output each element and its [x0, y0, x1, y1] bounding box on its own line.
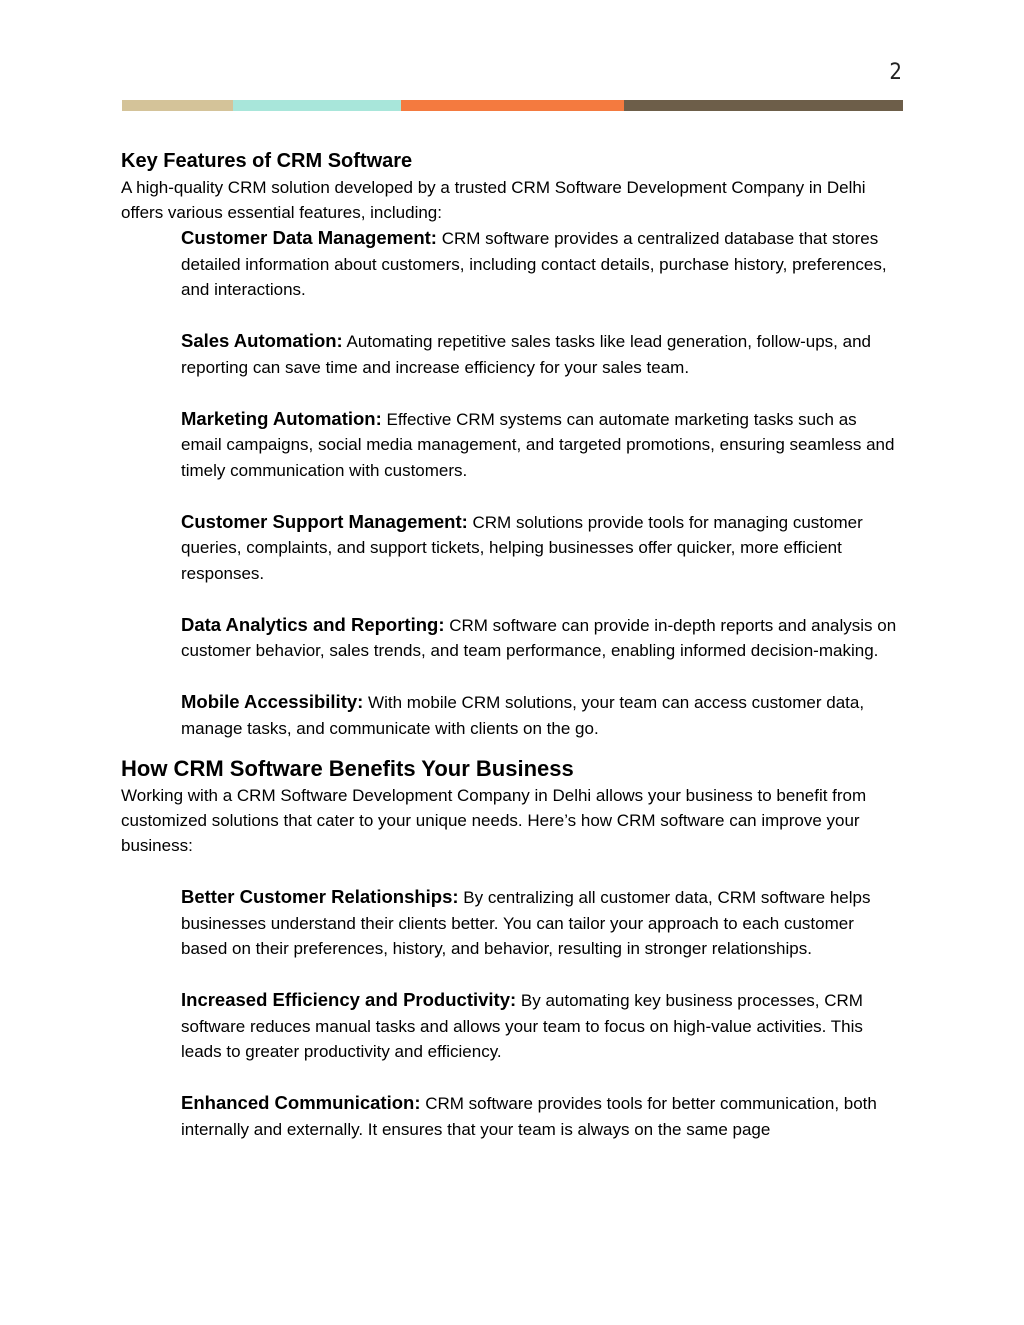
section-intro-benefits: Working with a CRM Software Development Company in Delhi allows your business to benefit from customized solutions that cater to your unique needs. Here’s how CRM software can improve your business: [121, 786, 867, 855]
list-spacer [181, 664, 901, 690]
color-bar-segment-1 [122, 100, 233, 111]
benefit-description: CRM software provides tools for better communication, both internally and externally. It ensures that your team is always on the same page [181, 1094, 877, 1139]
color-bar-segment-2 [233, 100, 401, 111]
document-body [121, 148, 901, 1142]
list-item [181, 328, 901, 380]
benefit-term: Enhanced Communication: [181, 1092, 421, 1113]
page-number: 2 [889, 60, 902, 85]
feature-term: Data Analytics and Reporting: [181, 613, 445, 635]
color-bar-segment-3 [401, 100, 624, 111]
benefit-term: Better Customer Relationships: [181, 886, 459, 907]
feature-description: Automating repetitive sales tasks like lead generation, follow-ups, and reporting can save time and increase efficiency for your sales team. [181, 332, 871, 377]
list-spacer [181, 962, 901, 988]
section-title-benefits: How CRM Software Benefits Your Business [121, 756, 574, 781]
color-bar-segment-4 [624, 100, 903, 111]
feature-description: CRM software can provide in-depth reports and analysis on customer behavior, sales trends, and team performance, enabling informed decision-making. [181, 615, 897, 660]
benefit-description: By automating key business processes, CRM software reduces manual tasks and allows your team to focus on high-value activities. This leads to greater productivity and efficiency. [181, 991, 863, 1061]
feature-term: Marketing Automation: [181, 407, 382, 429]
list-item [181, 225, 901, 303]
benefit-description: By centralizing all customer data, CRM software helps businesses understand their clients better. You can tailor your approach to each customer based on their preferences, history, and behavior, resulting in stronger relationships. [181, 888, 871, 958]
list-spacer [181, 380, 901, 406]
list-spacer [181, 303, 901, 329]
list-item [181, 689, 901, 741]
feature-description: With mobile CRM solutions, your team can access customer data, manage tasks, and communicate with clients on the go. [181, 693, 865, 738]
feature-description: Effective CRM systems can automate marketing tasks such as email campaigns, social media management, and targeted promotions, ensuring seamless and timely communication with customers. [181, 409, 895, 480]
list-spacer [181, 1065, 901, 1091]
list-item [181, 509, 901, 587]
benefit-term: Increased Efficiency and Productivity: [181, 989, 517, 1010]
list-spacer [181, 483, 901, 509]
feature-list [181, 225, 901, 741]
list-item [181, 1090, 901, 1142]
feature-description: CRM software provides a centralized database that stores detailed information about customers, including contact details, purchase history, preferences, and interactions. [181, 229, 887, 299]
list-item [181, 987, 901, 1065]
benefit-list [181, 884, 901, 1142]
section-intro-key-features: A high-quality CRM solution developed by a trusted CRM Software Development Company in Delhi offers various essential features, including: [121, 178, 866, 222]
feature-term: Mobile Accessibility: [181, 691, 364, 712]
feature-term: Customer Support Management: [181, 510, 468, 532]
header-color-bar [122, 100, 903, 111]
list-spacer [181, 586, 901, 612]
list-item [181, 406, 901, 484]
list-item [181, 612, 901, 664]
feature-description: CRM solutions provide tools for managing customer queries, complaints, and support tickets, helping businesses offer quicker, more efficient responses. [181, 512, 863, 583]
feature-term: Sales Automation: [181, 330, 343, 351]
list-item [181, 884, 901, 962]
feature-term: Customer Data Management: [181, 227, 437, 248]
section-title-key-features: Key Features of CRM Software [121, 150, 413, 172]
